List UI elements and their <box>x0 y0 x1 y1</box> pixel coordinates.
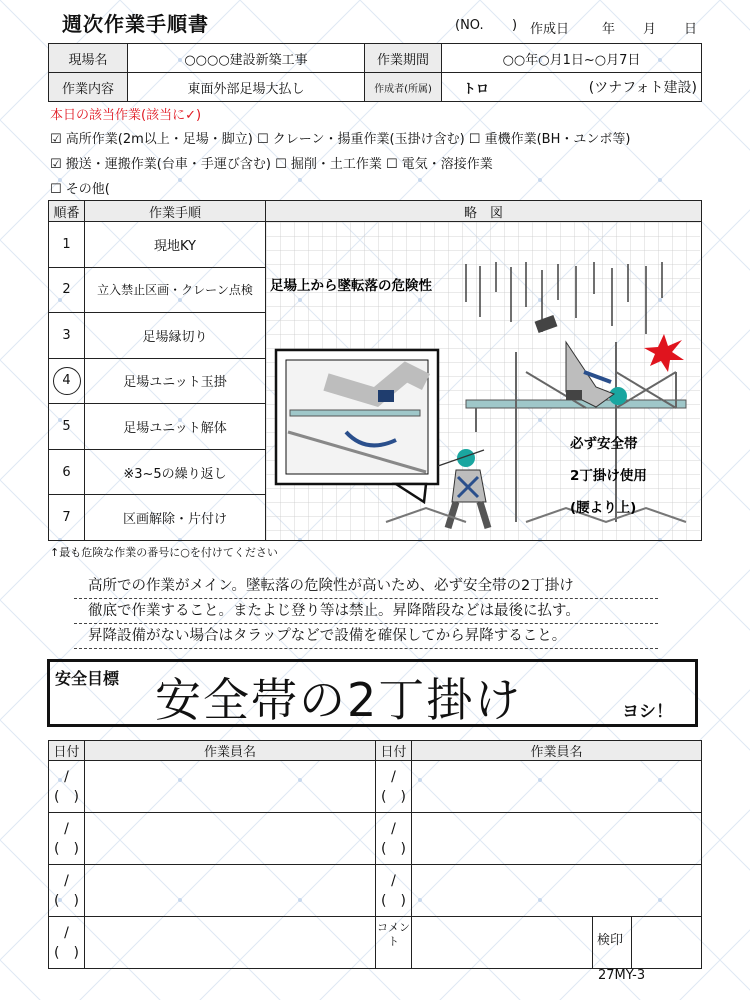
worker-name-cell[interactable] <box>85 917 376 969</box>
worker-name-cell[interactable] <box>412 813 702 865</box>
approval-label: 検印 <box>597 933 624 948</box>
step-text: 足場ユニット玉掛 <box>85 358 266 404</box>
applicable-row-1[interactable]: ☑ 高所作業(2m以上・足場・脚立) ☐ クレーン・揚重作業(玉掛け含む) ☐ 重機作業(BH・ユンボ等) <box>50 132 631 147</box>
col-step-header: 作業手順 <box>85 201 266 222</box>
date-cell[interactable]: / ( ) <box>49 917 85 969</box>
day-label: 日 <box>684 22 698 37</box>
date-cell[interactable]: / ( ) <box>49 865 85 917</box>
date-cell[interactable]: / ( ) <box>376 761 412 813</box>
date-cell[interactable]: / ( ) <box>49 761 85 813</box>
sketch-note-2: 2丁掛け使用 <box>570 468 647 484</box>
applicable-row-2[interactable]: ☑ 搬送・運搬作業(台車・手運び含む) ☐ 掘削・土工作業 ☐ 電気・溶接作業 <box>50 157 493 172</box>
footer-code: 27MY-3 <box>598 968 646 983</box>
step-text: ※3~5の繰り返し <box>85 449 266 495</box>
step-no: 1 <box>49 222 85 268</box>
sketch-cell <box>266 222 702 541</box>
author-name: トロ <box>442 73 511 102</box>
month-label: 月 <box>643 22 657 37</box>
sketch-note-1: 必ず安全帯 <box>570 436 638 452</box>
safety-goal-yoshi: ヨシ！ <box>622 702 673 722</box>
applicable-heading: 本日の該当作業(該当に✓) <box>50 108 202 123</box>
worker-header: 作業員名 <box>412 741 702 761</box>
remark-line: 徹底で作業すること。またよじ登り等は禁止。昇降階段などは最後に払す。 <box>74 600 658 624</box>
col-no-header: 順番 <box>49 201 85 222</box>
work-value: 東面外部足場大払し <box>128 73 365 102</box>
step-text: 足場縁切り <box>85 313 266 359</box>
step-no: 5 <box>49 404 85 450</box>
remark-line: 昇降設備がない場合はタラップなどで設備を確保してから昇降すること。 <box>74 625 658 649</box>
col-sketch-header: 略 図 <box>266 201 702 222</box>
document-title: 週次作業手順書 <box>62 12 209 36</box>
author-org: (ツナフォト建設) <box>510 73 702 102</box>
safety-goal-text: 安全帯の2丁掛け <box>155 673 523 727</box>
step-text: 足場ユニット解体 <box>85 404 266 450</box>
step-text: 区画解除・片付け <box>85 495 266 541</box>
work-label: 作業内容 <box>49 73 128 102</box>
step-text: 現地KY <box>85 222 266 268</box>
worker-header: 作業員名 <box>85 741 376 761</box>
safety-goal-label: 安全目標 <box>55 669 120 688</box>
year-label: 年 <box>602 22 616 37</box>
comment-cell[interactable] <box>412 917 702 969</box>
inset-harness-closeup <box>276 350 438 502</box>
period-value: ○○年○月1日~○月7日 <box>442 44 702 73</box>
date-cell[interactable]: / ( ) <box>49 813 85 865</box>
danger-note: ↑最も危険な作業の番号に○を付けてください <box>50 546 278 559</box>
date-header: 日付 <box>49 741 85 761</box>
step-text: 立入禁止区画・クレーン点検 <box>85 267 266 313</box>
worker-name-cell[interactable] <box>85 865 376 917</box>
site-label: 現場名 <box>49 44 128 73</box>
procedure-table <box>48 200 702 541</box>
sketch-caption: 足場上から墜転落の危険性 <box>270 278 432 294</box>
author-label: 作成者(所属) <box>365 73 442 102</box>
comment-label: コメント <box>376 917 412 969</box>
period-label: 作業期間 <box>365 44 442 73</box>
date-cell[interactable]: / ( ) <box>376 865 412 917</box>
number-close: ) <box>512 18 518 33</box>
worker-name-cell[interactable] <box>85 761 376 813</box>
approval-cell[interactable] <box>592 917 701 968</box>
date-cell[interactable]: / ( ) <box>376 813 412 865</box>
step-no: 6 <box>49 449 85 495</box>
worker-name-cell[interactable] <box>412 865 702 917</box>
site-info-table <box>48 43 702 102</box>
site-value: ○○○○建設新築工事 <box>128 44 365 73</box>
worker-name-cell[interactable] <box>85 813 376 865</box>
step-no: 2 <box>49 267 85 313</box>
step-no: 3 <box>49 313 85 359</box>
date-header: 日付 <box>376 741 412 761</box>
number-label: (NO. <box>455 18 484 33</box>
remark-line: 高所での作業がメイン。墜転落の危険性が高いため、必ず安全帯の2丁掛け <box>74 575 658 599</box>
sketch-illustration <box>266 222 700 540</box>
sketch-note-3: (腰より上) <box>570 500 637 516</box>
signature-table <box>48 740 702 969</box>
created-label: 作成日 <box>530 22 570 37</box>
applicable-row-3[interactable]: ☐ その他( <box>50 182 110 197</box>
danger-circle-mark: 4 <box>53 367 81 395</box>
step-no: 7 <box>49 495 85 541</box>
step-no-circled <box>49 358 85 404</box>
worker-name-cell[interactable] <box>412 761 702 813</box>
